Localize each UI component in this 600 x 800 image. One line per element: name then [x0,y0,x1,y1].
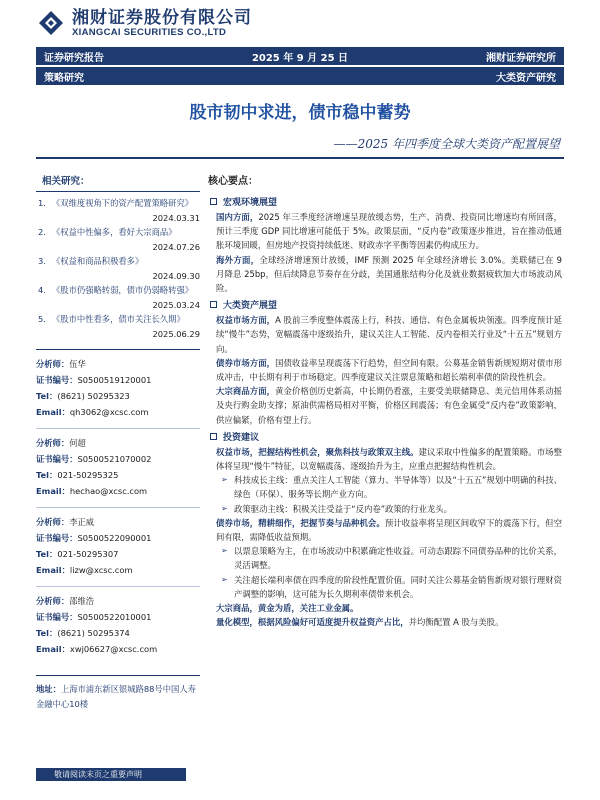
square-bullet-icon [210,198,217,205]
subcategory-label: 大类资产研究 [496,72,556,84]
logo-chinese-name: 湘财证券股份有限公司 [72,7,252,28]
analyst-cert: S0500519120001 [77,375,152,385]
report-type-label: 证券研究报告 [44,52,104,64]
related-research-list [36,196,200,341]
section-investment-advice: 投资建议 [210,430,562,443]
square-bullet-icon [210,433,217,440]
related-item-date: 2025.06.29 [152,328,200,339]
address-label: 地址： [36,684,61,694]
paragraph-commodity: 大宗商品方面，黄金价格创历史新高，中长期仍看涨，主要受美联储降息、美元信用体系动摇及央行购金助支撑；原油供需格局相对平衡，价格区间震荡；有色金属受“反内卷”政策影响，供应偏紧，价格有望上行。 [216,386,563,425]
related-item-date: 2024.07.26 [152,241,200,252]
related-item-title: 《股市中性看多，债市关注长久期》 [52,314,185,324]
category-label: 策略研究 [44,72,84,84]
address-text: 上海市浦东新区银城路88号中国人寿金融中心10楼 [36,684,196,709]
square-bullet-icon [210,301,217,308]
key-points-heading: 核心要点： [208,176,258,187]
related-item-title: 《权益和商品积极看多》 [52,256,144,266]
analyst-cert: S0500521070002 [77,454,152,464]
analyst-name: 伍华 [69,359,86,369]
report-subtitle: ——2025 年四季度全球大类资产配置展望 [333,137,560,151]
analyst-card: 分析师：李正威 证书编号：S0500522090001 Tel：021-50295307 Email：lizw@xcsc.com [36,507,200,578]
paragraph-bond: 债券市场方面，国债收益率呈现震荡下行趋势，但空间有限。公募基金销售新规短期对债市形成冲击，中长期有利于市场稳定。四季度建议关注票息策略和超长端利率债的阶段性机会。 [216,357,563,383]
title-divider [36,157,564,159]
paragraph-quant-model: 量化模型，根据风险偏好可适度提升权益资产占比，并均衡配置 A 股与美股。 [216,617,504,628]
paragraph-commodity-advice: 大宗商品，黄金为盾，关注工业金属。 [216,603,359,614]
paragraph-domestic: 国内方面，2025 年三季度经济增速呈现放缓态势，生产、消费、投资同比增速均有所回落，预计三季度 GDP 同比增速可能低于 5%。政策层面，“反内卷”政策逐步推进，旨在推动低通胀环境回暖，但房地产投资持续低迷、财政赤字平衡等因素仍构成压力。 [216,212,562,251]
analyst-card: 分析师：何超 证书编号：S0500521070002 Tel：021-50295325 Email：hechao@xcsc.com [36,428,200,499]
related-item-title: 《双维度视角下的资产配置策略研究》 [52,198,194,208]
bullet-policy-driven: ➢ 政策驱动主线：积极关注受益于“反内卷”政策的行业龙头。 [208,502,562,516]
analyst-name: 李正威 [69,517,95,527]
analyst-name: 何超 [69,438,86,448]
related-item[interactable]: 4. 《股市仍强略转弱，债市仍弱略转强》 2025.03.24 [36,283,200,312]
report-title: 股市韧中求进，债市稳中蓄势 [189,103,411,123]
analyst-tel: (8621) 50295374 [57,628,130,638]
analyst-email[interactable]: hechao@xcsc.com [69,486,148,496]
company-logo-icon [36,8,66,38]
related-item-date: 2024.09.30 [152,270,200,281]
related-item-title: 《股市仍强略转弱，债市仍弱略转强》 [52,285,194,295]
report-type-band [36,47,564,65]
left-sidebar [36,172,200,711]
related-item-date: 2024.03.31 [152,212,200,223]
arrow-bullet-icon: ➢ [221,475,228,485]
section-asset-outlook: 大类资产展望 [210,298,562,311]
section-macro-outlook: 宏观环境展望 [210,195,562,208]
analyst-email[interactable]: xwj06627@xcsc.com [69,644,158,654]
analyst-card: 分析师：邵维浩 证书编号：S0500522010001 Tel：(8621) 50295374 Email：xwj06627@xcsc.com [36,586,200,657]
paragraph-overseas: 海外方面，全球经济增速预计放缓，IMF 预测 2025 年全球经济增长 3.0%。美联储已在 9 月降息 25bp，但后续降息节奏存在分歧，美国通胀结构分化及就业数据疲软加大市场波动风险。 [216,254,562,294]
office-address [36,675,200,711]
related-item-title: 《权益中性偏多，看好大宗商品》 [52,227,177,237]
category-band [36,67,564,85]
related-item[interactable]: 3. 《权益和商品积极看多》 2024.09.30 [36,254,200,283]
paragraph-equity: 权益市场方面，A 股前三季度整体震荡上行，科技、通信、有色金属板块领涨。四季度预计延续“慢牛”态势，宽幅震荡中逐级抬升，建议关注人工智能、反内卷相关行业及“十五五”规划方向。 [216,315,563,354]
analyst-email[interactable]: qh3062@xcsc.com [69,407,149,417]
company-logo [36,6,252,40]
report-date: 2025 年 9 月 25 日 [251,52,349,64]
key-points-column [208,172,562,629]
analyst-tel: 021-50295325 [57,470,119,480]
bullet-tech-growth: ➢ 科技成长主线：重点关注人工智能（算力、半导体等）以及“十五五”规划中明确的科技、绿色（环保）、服务等长期产业方向。 [221,475,562,500]
paragraph-bond-advice: 债券市场，精耕细作，把握节奏与品种机会。预计收益率将呈现区间收窄下的震荡下行，但空间有限，需降低收益预期。 [216,517,562,543]
arrow-bullet-icon: ➢ [221,574,228,584]
bullet-long-end-rates: ➢ 关注超长端利率债在四季度的阶段性配置价值。同时关注公募基金销售新规对银行理财资产调整的影响，这可能为长久期利率债带来机会。 [221,574,562,599]
bullet-coupon-strategy: ➢ 以票息策略为主，在市场波动中积累确定性收益。可动态跟踪不同债券品种的比价关系，灵活调整。 [221,546,562,571]
related-item-date: 2025.03.24 [152,299,200,310]
related-item[interactable]: 1. 《双维度视角下的资产配置策略研究》 2024.03.31 [36,196,200,225]
analyst-card: 分析师：伍华 证书编号：S0500519120001 Tel：(8621) 50295323 Email：qh3062@xcsc.com [36,349,200,420]
analyst-email[interactable]: lizw@xcsc.com [69,565,133,575]
arrow-bullet-icon: ➢ [221,546,228,556]
analyst-tel: 021-50295307 [57,549,119,559]
analyst-name: 邵维浩 [69,596,95,606]
logo-english-name: XIANGCAI SECURITIES CO.,LTD [72,26,227,38]
arrow-bullet-icon: ➢ [221,503,228,513]
related-item[interactable]: 5. 《股市中性看多，债市关注长久期》 2025.06.29 [36,312,200,341]
analyst-cert: S0500522090001 [77,533,152,543]
related-item[interactable]: 2. 《权益中性偏多，看好大宗商品》 2024.07.26 [36,225,200,254]
analyst-cert: S0500522010001 [77,612,152,622]
institute-label: 湘财证券研究所 [486,52,556,64]
disclaimer-footer[interactable]: 敬请阅读末页之重要声明 [36,768,186,781]
related-research-heading: 相关研究： [36,172,200,192]
analyst-tel: (8621) 50295323 [57,391,130,401]
paragraph-equity-advice: 权益市场，把握结构性机会，聚焦科技与政策双主线。建议采取中性偏多的配置策略。市场整体将呈现“慢牛”特征，以宽幅震荡、逐级抬升为主，应重点把握结构性机会。 [216,446,563,472]
